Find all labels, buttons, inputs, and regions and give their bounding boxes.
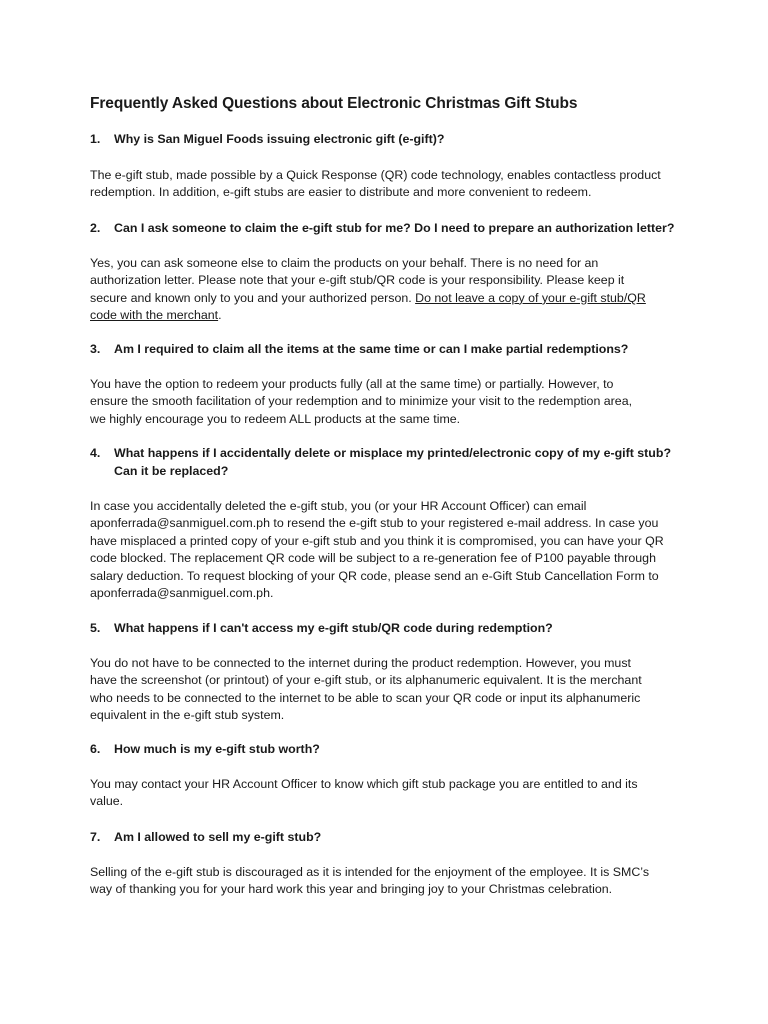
faq-question-4 xyxy=(90,445,671,480)
answer-line xyxy=(90,290,680,307)
answer-line: value. xyxy=(90,794,124,809)
answer-line: aponferrada@sanmiguel.com.ph. xyxy=(90,586,274,601)
answer-line: redemption. In addition, e-gift stubs are easier to distribute and more convenient to redeem. xyxy=(90,185,592,200)
faq-answer-3 xyxy=(90,376,680,428)
answer-line: You do not have to be connected to the internet during the product redemption. However, you must xyxy=(90,656,631,670)
faq-question-7 xyxy=(90,829,321,847)
faq-answer-5 xyxy=(90,655,680,725)
answer-line: have the screenshot (or printout) of your e-gift stub, or its alphanumeric equivalent. It is the merchant xyxy=(90,673,642,688)
faq-number: 1. xyxy=(90,132,101,146)
faq-question-3 xyxy=(90,341,628,359)
faq-answer-6 xyxy=(90,776,680,811)
page-title: Frequently Asked Questions about Electronic Christmas Gift Stubs xyxy=(90,95,578,112)
faq-question-2 xyxy=(90,220,674,238)
answer-line: way of thanking you for your hard work this year and bringing joy to your Christmas celebration. xyxy=(90,882,613,897)
answer-line: have misplaced a printed copy of your e-gift stub and you think it is compromised, you can have your QR xyxy=(90,533,664,548)
answer-line: You have the option to redeem your products fully (all at the same time) or partially. However, to xyxy=(90,377,614,391)
faq-question-text: What happens if I accidentally delete or misplace my printed/electronic copy of my e-gift stub? xyxy=(114,446,672,460)
faq-number: 4. xyxy=(90,446,101,460)
faq-question-text: What happens if I can't access my e-gift stub/QR code during redemption? xyxy=(114,621,553,635)
answer-line: Selling of the e-gift stub is discouraged as it is intended for the enjoyment of the employee. It is SMC’s xyxy=(90,865,650,879)
answer-text: secure and known only to you and your authorized person. xyxy=(90,290,416,305)
answer-line: equivalent in the e-gift stub system. xyxy=(90,708,285,723)
answer-line: we highly encourage you to redeem ALL products at the same time. xyxy=(90,411,461,426)
faq-answer-2 xyxy=(90,255,680,325)
faq-question-5 xyxy=(90,620,553,638)
faq-question-6 xyxy=(90,741,320,759)
faq-number: 7. xyxy=(90,830,101,844)
answer-line: In case you accidentally deleted the e-gift stub, you (or your HR Account Officer) can email xyxy=(90,499,587,513)
underlined-warning: Do not leave a copy of your e-gift stub/QR xyxy=(415,290,646,305)
answer-line: code blocked. The replacement QR code will be subject to a re-generation fee of P100 payable through xyxy=(90,551,656,566)
faq-question-text: Can I ask someone to claim the e-gift stub for me? Do I need to prepare an authorization letter? xyxy=(114,221,675,235)
answer-line: authorization letter. Please note that your e-gift stub/QR code is your responsibility. Please keep it xyxy=(90,273,625,288)
underlined-warning: code with the merchant xyxy=(90,308,219,323)
answer-line: who needs to be connected to the internet to be able to scan your QR code or input its alphanumeric xyxy=(90,690,641,705)
answer-line: aponferrada@sanmiguel.com.ph to resend the e-gift stub to your registered e-mail address. In case you xyxy=(90,516,659,531)
faq-question-text: Why is San Miguel Foods issuing electronic gift (e-gift)? xyxy=(114,132,445,146)
faq-question-text: Am I required to claim all the items at the same time or can I make partial redemptions? xyxy=(114,342,629,356)
answer-line: salary deduction. To request blocking of your QR code, please send an e-Gift Stub Cancellation Form to xyxy=(90,568,659,583)
faq-number: 6. xyxy=(90,742,101,756)
answer-line xyxy=(90,307,680,324)
faq-answer-4 xyxy=(90,498,680,602)
answer-text: . xyxy=(218,308,222,323)
answer-line: You may contact your HR Account Officer to know which gift stub package you are entitled to and its xyxy=(90,777,638,791)
faq-answer-1 xyxy=(90,167,680,202)
faq-question-text: How much is my e-gift stub worth? xyxy=(114,742,320,756)
faq-number: 2. xyxy=(90,221,101,235)
faq-answer-7 xyxy=(90,864,680,899)
answer-line: Yes, you can ask someone else to claim the products on your behalf. There is no need for an xyxy=(90,256,599,270)
faq-number: 5. xyxy=(90,621,101,635)
faq-question-continuation: Can it be replaced? xyxy=(114,463,229,478)
answer-line: ensure the smooth facilitation of your redemption and to minimize your visit to the redemption area, xyxy=(90,394,633,409)
faq-number: 3. xyxy=(90,342,101,356)
faq-question-1 xyxy=(90,131,444,149)
answer-line: The e-gift stub, made possible by a Quick Response (QR) code technology, enables contactless product xyxy=(90,168,661,182)
faq-question-text: Am I allowed to sell my e-gift stub? xyxy=(114,830,322,844)
